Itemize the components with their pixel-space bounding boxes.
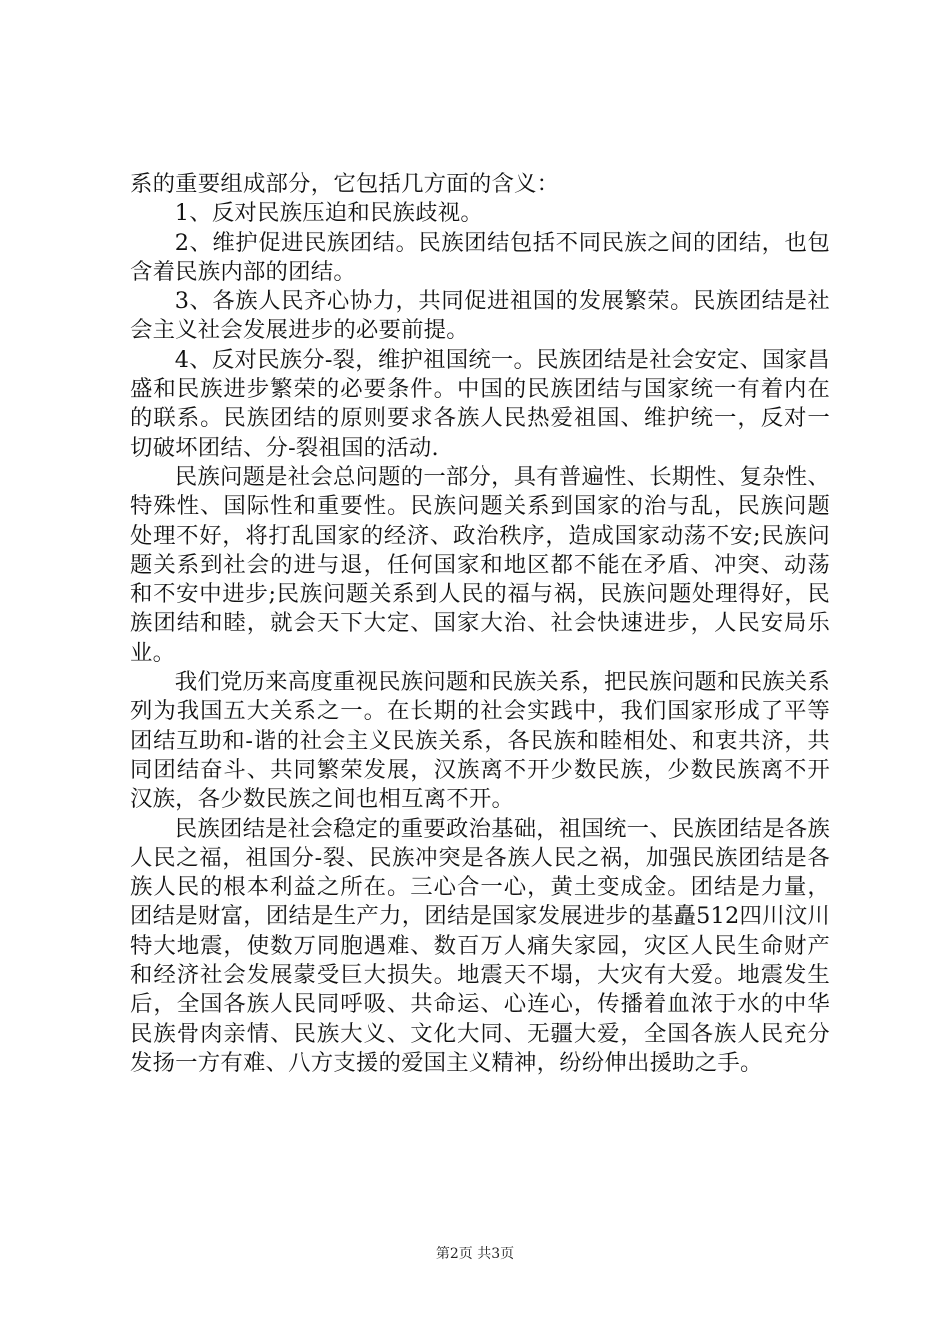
page-number: 第2页 共3页 [435,1246,515,1262]
paragraph: 1、反对民族压迫和民族歧视。 [174,200,483,227]
paragraph: 我们党历来高度重视民族问题和民族关系，把民族问题和民族关系列为我国五大关系之一。在长期的社会实践中，我们国家形成了平等团结互助和-谐的社会主义民族关系，各民族和睦相处、和衷共济，共同团结奋斗、共同繁荣发展，汉族离不开少数民族，少数民族离不开汉族，各少数民族之间也相互离不开。 [130,669,830,813]
paragraph: 系的重要组成部分，它包括几方面的含义： [130,171,560,197]
paragraph: 4、反对民族分-裂，维护祖国统一。民族团结是社会安定、国家昌盛和民族进步繁荣的必要条件。中国的民族团结与国家统一有着内在的联系。民族团结的原则要求各族人民热爱祖国、维护统一，反对一切破坏团结、分-裂祖国的活动. [130,346,830,461]
document-body [130,170,830,1078]
paragraph: 民族问题是社会总问题的一部分，具有普遍性、长期性、复杂性、特殊性、国际性和重要性。民族问题关系到国家的治与乱，民族问题处理不好，将打乱国家的经济、政治秩序，造成国家动荡不安;民族问题关系到社会的进与退，任何国家和地区都不能在矛盾、冲突、动荡和不安中进步;民族问题关系到人民的福与祸，民族问题处理得好，民族团结和睦，就会天下大定、国家大治、社会快速进步，人民安局乐业。 [130,463,830,666]
paragraph: 民族团结是社会稳定的重要政治基础，祖国统一、民族团结是各族人民之福，祖国分-裂、民族冲突是各族人民之祸，加强民族团结是各族人民的根本利益之所在。三心合一心，黄土变成金。团结是力量，团结是财富，团结是生产力，团结是国家发展进步的基矗512四川汶川特大地震，使数万同胞遇难、数百万人痛失家园，灾区人民生命财产和经济社会发展蒙受巨大损失。地震天不塌，大灾有大爱。地震发生后，全国各族人民同呼吸、共命运、心连心，传播着血浓于水的中华民族骨肉亲情、民族大义、文化大同、无疆大爱，全国各族人民充分发扬一方有难、八方支援的爱国主义精神，纷纷伸出援助之手。 [130,815,830,1076]
paragraph: 2、维护促进民族团结。民族团结包括不同民族之间的团结，也包含着民族内部的团结。 [130,229,830,285]
paragraph: 3、各族人民齐心协力，共同促进祖国的发展繁荣。民族团结是社会主义社会发展进步的必要前提。 [130,288,830,344]
